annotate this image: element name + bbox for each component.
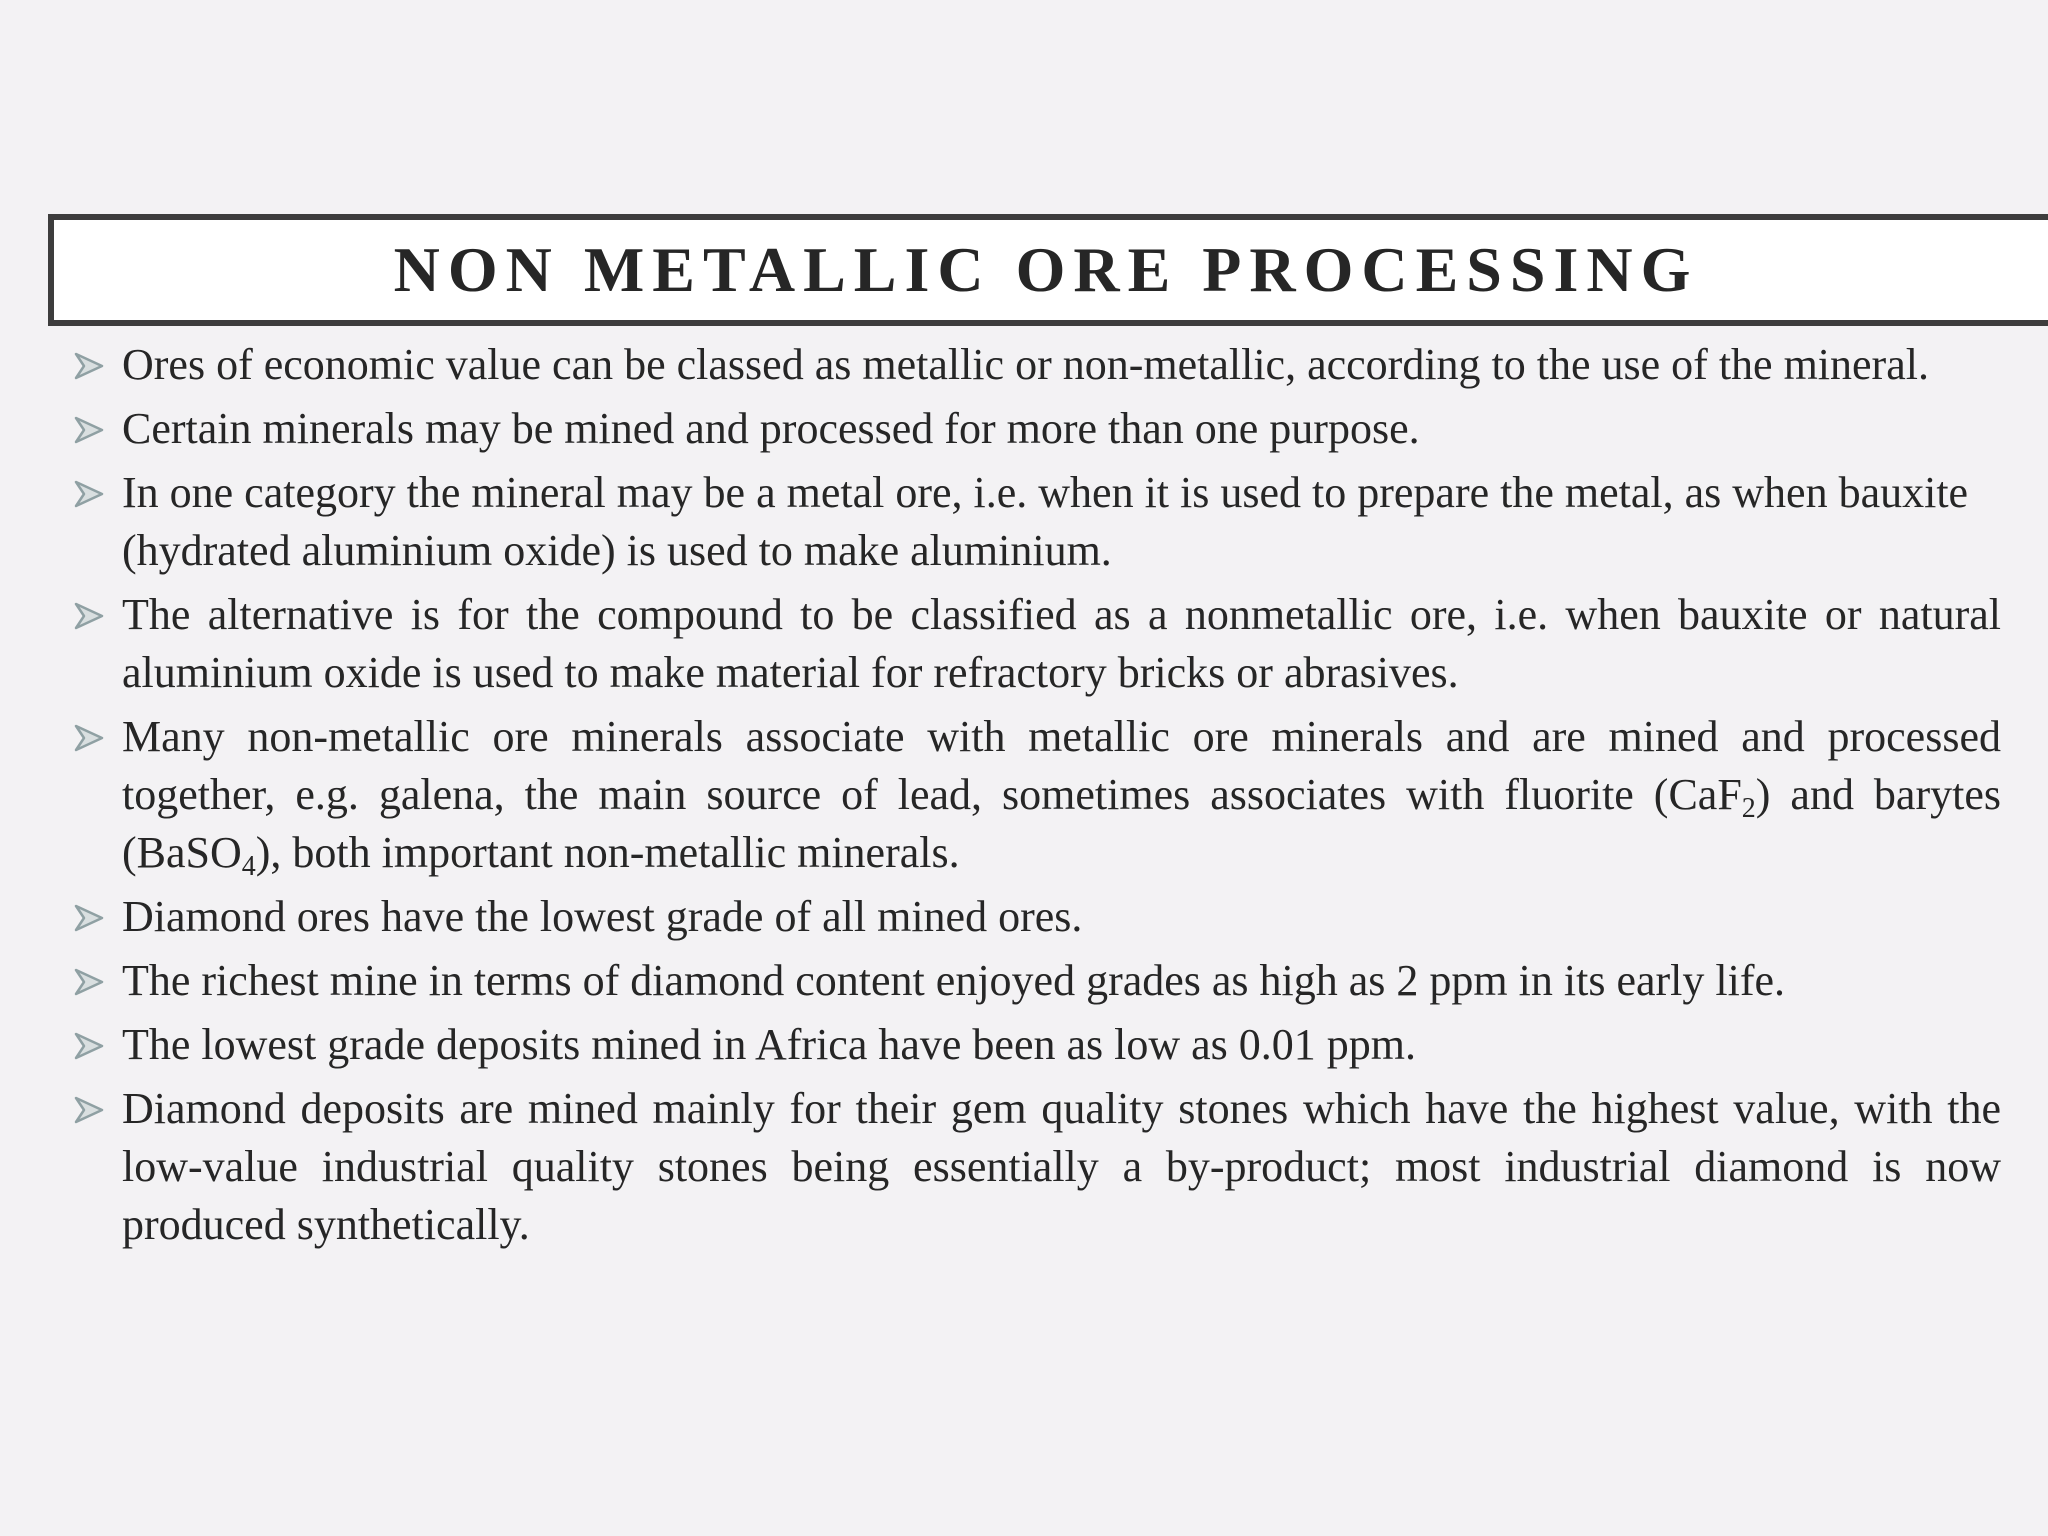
bullet-item (70, 888, 2001, 946)
bullet-item (70, 952, 2001, 1010)
bullet-item (70, 1016, 2001, 1074)
arrowhead-bullet-icon (74, 904, 104, 932)
bullet-item (70, 586, 2001, 702)
bullet-text: Certain minerals may be mined and processed for more than one purpose. (122, 404, 1420, 453)
bullet-text-part: ), both important non-metallic minerals. (255, 828, 960, 877)
arrowhead-bullet-icon (74, 602, 104, 630)
arrowhead-bullet-icon (74, 1096, 104, 1124)
bullet-item (70, 336, 2001, 394)
bullet-text: The alternative is for the compound to be classified as a nonmetallic ore, i.e. when bauxite or natural aluminium oxide is used to make material for refractory bricks or abrasives. (122, 590, 2001, 697)
bullet-text: Diamond deposits are mined mainly for their gem quality stones which have the highest value, with the low-value industrial quality stones being essentially a by-product; most industrial diamond is now produced synthetically. (122, 1084, 2001, 1249)
arrowhead-bullet-icon (74, 352, 104, 380)
bullet-item (70, 708, 2001, 882)
slide-title: NON METALLIC ORE PROCESSING (393, 234, 1699, 305)
bullet-text: Ores of economic value can be classed as metallic or non-metallic, according to the use of the mineral. (122, 340, 1929, 389)
bullet-list (70, 336, 2001, 1260)
bullet-item (70, 400, 2001, 458)
bullet-text: In one category the mineral may be a metal ore, i.e. when it is used to prepare the metal, as when bauxite (hydrated aluminium oxide) is used to make aluminium. (122, 468, 1969, 575)
bullet-text: Diamond ores have the lowest grade of all mined ores. (122, 892, 1083, 941)
bullet-text-part: ) and barytes (BaSO (122, 770, 2001, 877)
title-box (48, 214, 2048, 326)
bullet-item (70, 464, 2001, 580)
subscript-2: 2 (1741, 793, 1756, 824)
bullet-text (122, 712, 2001, 882)
subscript-4: 4 (241, 851, 256, 882)
bullet-text-part: Many non-metallic ore minerals associate with metallic ore minerals and are mined and processed together, e.g. galena, the main source of lead, sometimes associates with fluorite (CaF (122, 712, 2001, 819)
arrowhead-bullet-icon (74, 480, 104, 508)
bullet-item (70, 1080, 2001, 1254)
bullet-text: The lowest grade deposits mined in Africa have been as low as 0.01 ppm. (122, 1020, 1417, 1069)
arrowhead-bullet-icon (74, 416, 104, 444)
arrowhead-bullet-icon (74, 724, 104, 752)
arrowhead-bullet-icon (74, 1032, 104, 1060)
arrowhead-bullet-icon (74, 968, 104, 996)
bullet-text: The richest mine in terms of diamond content enjoyed grades as high as 2 ppm in its early life. (122, 956, 1786, 1005)
